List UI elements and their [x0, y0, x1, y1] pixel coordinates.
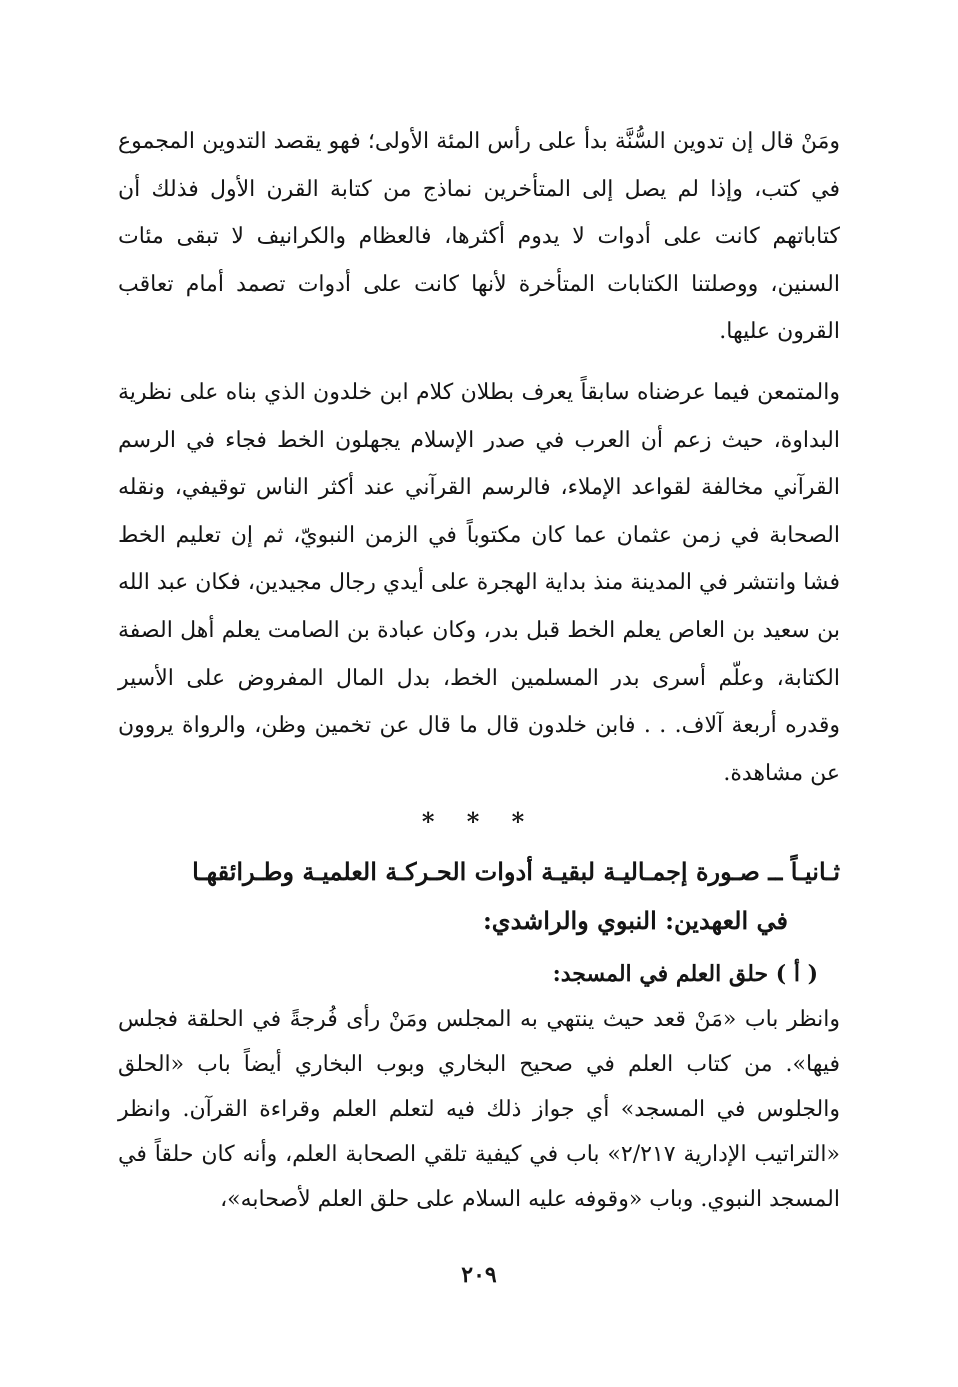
paragraph-1: ومَنْ قال إن تدوين السُّنَّة بدأ على رأس المئة الأولى؛ فهو يقصد التدوين المجموع في كتب، وإذا لم يصل إلى المتأخرين نماذج من كتابة القرن الأول فذلك أن كتاباتهم كانت على أدوات لا يدوم أكثرها، فالعظام والكرانيف لا تبقى مئات السنين، ووصلتنا الكتابات المتأخرة لأنها كانت على أدوات تصمد أمام تعاقب القرون عليها.: [118, 129, 840, 345]
section-separator: * * *: [421, 807, 537, 837]
section-heading-continued: في العهدين: النبوي والراشدي:: [482, 906, 788, 936]
paragraph-2: والمتمعن فيما عرضناه سابقاً يعرف بطلان كلام ابن خلدون الذي بناه على نظرية البداوة، حيث زعم أن العرب في صدر الإسلام يجهلون الخط فجاء في الرسم القرآني مخالفة لقواعد الإملاء، فالرسم القرآني عند أكثر الناس توقيفي، ونقله الصحابة في زمن عثمان عما كان مكتوباً في الزمن النبويّ، ثم إن تعليم الخط فشا وانتشر في المدينة منذ بداية الهجرة على أيدي رجال مجيدين، فكان عبد الله بن سعيد بن العاص يعلم الخط قبل بدر، وكان عبادة بن الصامت يعلم أهل الصفة الكتابة، وعلّم أسرى بدر المسلمين الخط، بدل المال المفروض على الأسير وقدره أربعة آلاف. . . فابن خلدون قال ما قال عن تخمين وظن، والرواة يروون عن مشاهدة.: [118, 379, 840, 786]
paragraph-3: وانظر باب «مَنْ قعد حيث ينتهي به المجلس ومَنْ رأى فُرجةً في الحلقة فجلس فيها». من كتاب العلم في صحيح البخاري وبوب البخاري أيضاً باب «الحلق والجلوس في المسجد» أي جواز ذلك فيه لتعلم العلم وقراءة القرآن. وانظر «التراتيب الإدارية ٢/٢١٧» باب في كيفية تلقي الصحابة العلم، وأنه كان حلقاً في المسجد النبوي. وباب «وقوفه عليه السلام على حلق العلم لأصحابه»،: [118, 1007, 840, 1213]
section-heading: ثـانيـاً ــ صـورة إجمـاليـة لبقيـة أدوات الحـركـة العلميـة وطـرائقهـا: [192, 857, 840, 887]
page-body: [118, 118, 840, 1222]
page-number: ٢٠٩: [461, 1262, 497, 1288]
subsection-heading: ( أ ) حلق العلم في المسجد:: [552, 961, 818, 988]
